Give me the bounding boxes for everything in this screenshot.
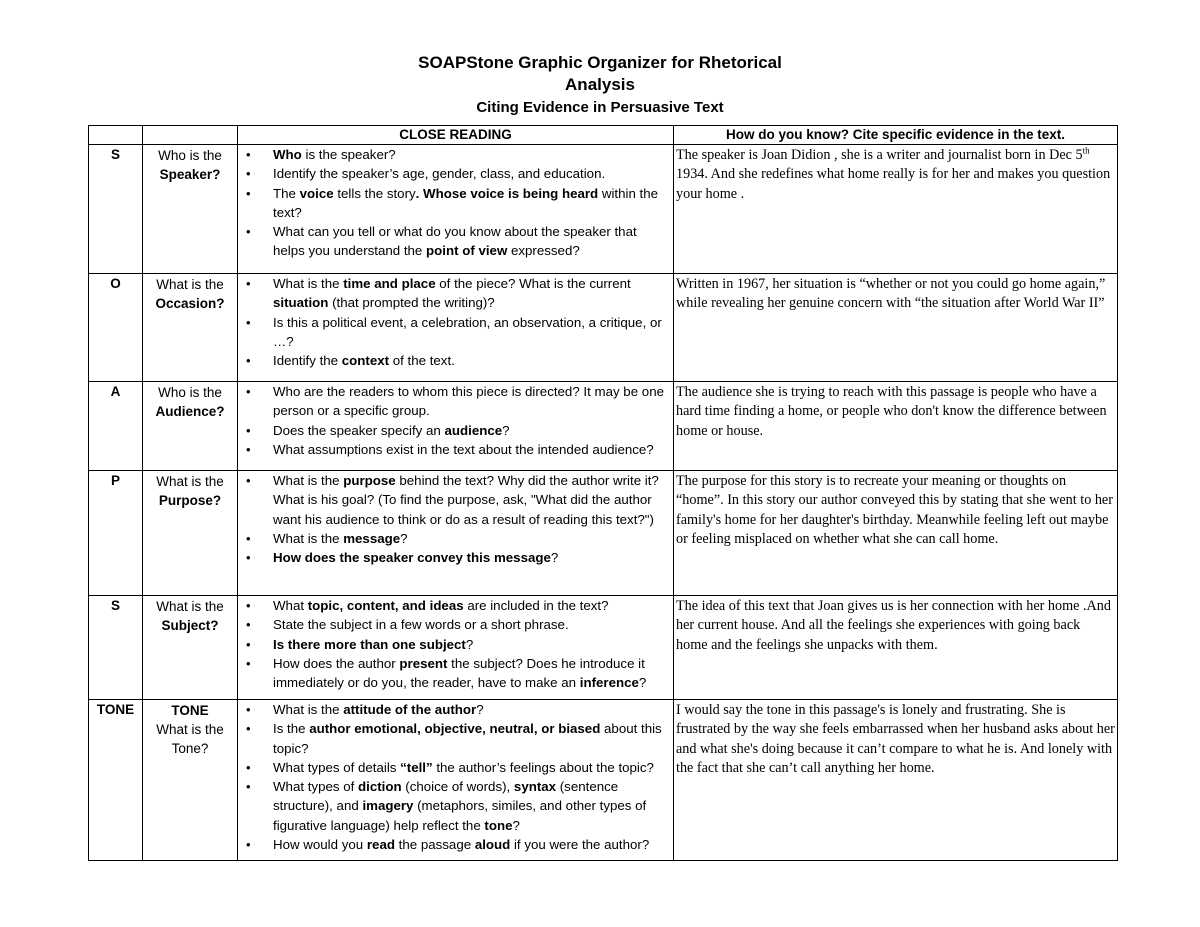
table-row-speaker xyxy=(89,145,1118,274)
question-item: • What types of details “tell” the author’s feelings about the topic? xyxy=(238,758,669,777)
question-item: • What is the message? xyxy=(238,529,669,548)
row-label xyxy=(143,145,238,274)
row-label-line: What is the xyxy=(156,474,224,489)
question-item: • Who is the speaker? xyxy=(238,145,669,164)
question-list xyxy=(238,145,673,261)
row-label-line: What is the xyxy=(156,599,224,614)
question-item: • How does the speaker convey this message? xyxy=(238,548,669,567)
header-close-reading: CLOSE READING xyxy=(238,126,674,145)
close-reading-cell xyxy=(238,382,674,471)
row-label-line: Tone? xyxy=(171,741,209,756)
close-reading-cell xyxy=(238,274,674,382)
question-item: • What is the attitude of the author? xyxy=(238,700,669,719)
question-item: • Does the speaker specify an audience? xyxy=(238,421,669,440)
header-letter-cell xyxy=(89,126,143,145)
close-reading-cell xyxy=(238,145,674,274)
question-item: • What is the purpose behind the text? Why did the author write it? What is his goal? (To find the purpose, ask, "What did the author want his audience to think or do as a result of reading this text?") xyxy=(238,471,669,529)
question-list xyxy=(238,274,673,370)
row-label-line: Speaker? xyxy=(159,167,221,182)
table-body xyxy=(89,145,1118,861)
question-item: • State the subject in a few words or a short phrase. xyxy=(238,615,669,634)
row-label-line: What is the xyxy=(156,722,224,737)
row-label-line: Audience? xyxy=(155,404,225,419)
question-list xyxy=(238,471,673,567)
soapstone-table xyxy=(88,125,1118,861)
header-label-cell xyxy=(143,126,238,145)
question-list xyxy=(238,700,673,854)
question-list xyxy=(238,382,673,459)
row-label xyxy=(143,382,238,471)
table-row-tone xyxy=(89,700,1118,861)
evidence-cell[interactable]: The audience she is trying to reach with this passage is people who have a hard time finding a home, or people who don't know the difference between home or house. xyxy=(674,382,1118,471)
row-letter: P xyxy=(89,471,143,596)
evidence-cell[interactable]: The idea of this text that Joan gives us is her connection with her home .And her current house. And all the feelings she experiences with going back home and the feelings she unpacks with them. xyxy=(674,596,1118,700)
question-list xyxy=(238,596,673,692)
question-item: • What topic, content, and ideas are included in the text? xyxy=(238,596,669,615)
row-label-line: Who is the xyxy=(158,385,222,400)
table-row-occasion xyxy=(89,274,1118,382)
evidence-cell[interactable]: The purpose for this story is to recreate your meaning or thoughts on “home”. In this story our author conveyed this by stating that she went to her family's home for her daughter's birthday. Meanwhile feeling left out maybe or feeling misplaced on whether what she can call home. xyxy=(674,471,1118,596)
row-label-line: Occasion? xyxy=(155,296,225,311)
question-item: • Is there more than one subject? xyxy=(238,635,669,654)
row-label-line: Subject? xyxy=(161,618,219,633)
row-letter: S xyxy=(89,145,143,274)
row-label-line: Who is the xyxy=(158,148,222,163)
table-row-subject xyxy=(89,596,1118,700)
table-row-audience xyxy=(89,382,1118,471)
row-label xyxy=(143,274,238,382)
question-item: • What is the time and place of the piece? What is the current situation (that prompted the writing)? xyxy=(238,274,669,313)
row-letter: TONE xyxy=(89,700,143,861)
row-label xyxy=(143,471,238,596)
question-item: • How does the author present the subject? Does he introduce it immediately or do you, the reader, have to make an inference? xyxy=(238,654,669,693)
question-item: • What assumptions exist in the text about the intended audience? xyxy=(238,440,669,459)
row-label-line: Purpose? xyxy=(158,493,222,508)
close-reading-cell xyxy=(238,596,674,700)
evidence-cell[interactable]: The speaker is Joan Didion , she is a writer and journalist born in Dec 5th 1934. And she redefines what home really is for her and makes you question your home . xyxy=(674,145,1118,274)
question-item: • What can you tell or what do you know about the speaker that helps you understand the point of view expressed? xyxy=(238,222,669,261)
close-reading-cell xyxy=(238,471,674,596)
question-item: • Identify the context of the text. xyxy=(238,351,669,370)
document-subtitle: Citing Evidence in Persuasive Text xyxy=(476,99,724,116)
header-evidence: How do you know? Cite specific evidence in the text. xyxy=(674,126,1118,145)
question-item: • The voice tells the story. Whose voice is being heard within the text? xyxy=(238,184,669,223)
row-label xyxy=(143,700,238,861)
evidence-cell[interactable]: I would say the tone in this passage's is lonely and frustrating. She is frustrated by the way she feels embarrassed when her husband asks about her and what she's doing because it can’t compare to what he is. And lonely with the fact that she can’t call anything her home. xyxy=(674,700,1118,861)
question-item: • What types of diction (choice of words), syntax (sentence structure), and imagery (metaphors, similes, and other types of figurative language) help reflect the tone? xyxy=(238,777,669,835)
row-letter: S xyxy=(89,596,143,700)
row-letter: O xyxy=(89,274,143,382)
question-item: • Who are the readers to whom this piece is directed? It may be one person or a specific group. xyxy=(238,382,669,421)
row-label-line: What is the xyxy=(156,277,224,292)
question-item: • How would you read the passage aloud if you were the author? xyxy=(238,835,669,854)
question-item: • Is this a political event, a celebration, an observation, a critique, or …? xyxy=(238,313,669,352)
document-title-continued: Analysis xyxy=(565,75,635,94)
question-item: • Is the author emotional, objective, neutral, or biased about this topic? xyxy=(238,719,669,758)
evidence-cell[interactable]: Written in 1967, her situation is “whether or not you could go home again,” while revealing her genuine concern with “the situation after World War II” xyxy=(674,274,1118,382)
question-item: • Identify the speaker’s age, gender, class, and education. xyxy=(238,164,669,183)
row-label-line: TONE xyxy=(171,703,209,718)
header-row xyxy=(89,126,1118,145)
row-letter: A xyxy=(89,382,143,471)
document-title: SOAPStone Graphic Organizer for Rhetorical xyxy=(418,53,782,72)
close-reading-cell xyxy=(238,700,674,861)
table-row-purpose xyxy=(89,471,1118,596)
row-label xyxy=(143,596,238,700)
